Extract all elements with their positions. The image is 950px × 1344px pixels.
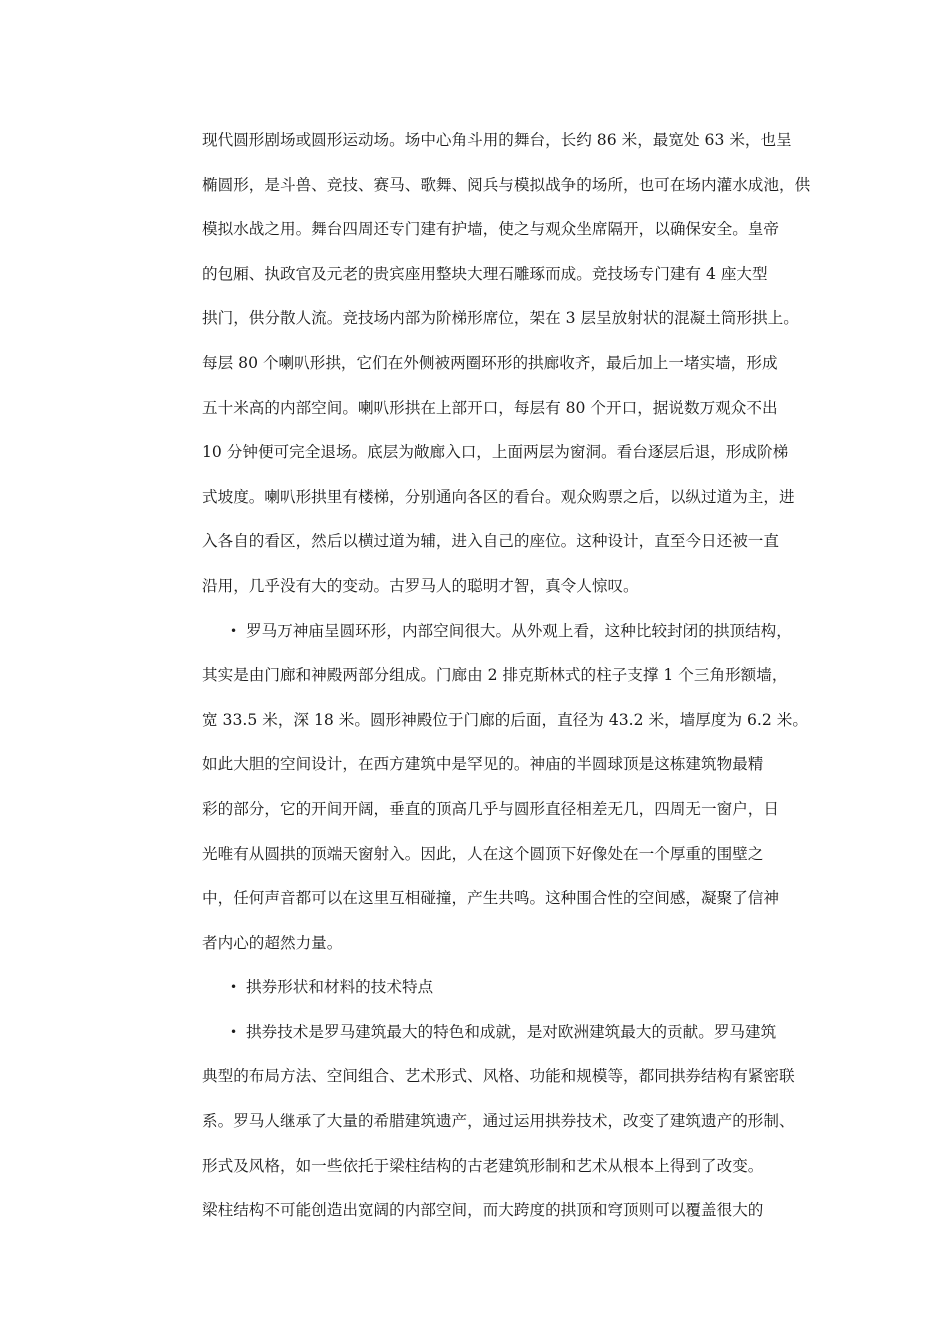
bullet-icon: • (230, 980, 238, 995)
text-line: 宽 33.5 米，深 18 米。圆形神殿位于门廊的后面，直径为 43.2 米，墙厚度为 6.2 米。 (202, 710, 808, 729)
bullet-text: 罗马万神庙呈圆环形，内部空间很大。从外观上看，这种比较封闭的拱顶结构， (246, 621, 792, 640)
text-line: 10 分钟便可完全退场。底层为敞廊入口，上面两层为窗洞。看台逐层后退，形成阶梯 (202, 443, 789, 462)
text-line: 形式及风格，如一些依托于梁柱结构的古老建筑形制和艺术从根本上得到了改变。 (202, 1156, 764, 1175)
text-line: 梁柱结构不可能创造出宽阔的内部空间，而大跨度的拱顶和穹顶则可以覆盖很大的 (202, 1201, 764, 1220)
bullet-first-line (202, 1010, 818, 1055)
text-line: 每层 80 个喇叭形拱，它们在外侧被两圈环形的拱廊收齐，最后加上一堵实墙，形成 (202, 353, 778, 372)
text-line: 系。罗马人继承了大量的希腊建筑遗产，通过运用拱券技术，改变了建筑遗产的形制、 (202, 1112, 795, 1131)
text-line: 入各自的看区，然后以横过道为辅，进入自己的座位。这种设计，直至今日还被一直 (202, 532, 779, 551)
bullet-icon: • (230, 1024, 238, 1039)
paragraph-colosseum (202, 118, 818, 609)
bullet-arch-technique (202, 1010, 818, 1233)
text-line: 式坡度。喇叭形拱里有楼梯，分别通向各区的看台。观众购票之后，以纵过道为主，进 (202, 487, 795, 506)
text-line: 彩的部分，它的开间开阔，垂直的顶高几乎与圆形直径相差无几，四周无一窗户，日 (202, 799, 779, 818)
text-line: 沿用，几乎没有大的变动。古罗马人的聪明才智，真令人惊叹。 (202, 576, 639, 595)
bullet-pantheon (202, 609, 818, 966)
text-line: 其实是由门廊和神殿两部分组成。门廊由 2 排克斯林式的柱子支撑 1 个三角形额墙， (202, 666, 788, 685)
text-line: 五十米高的内部空间。喇叭形拱在上部开口，每层有 80 个开口，据说数万观众不出 (202, 398, 778, 417)
bullet-icon: • (230, 623, 238, 638)
bullet-text: 拱券技术是罗马建筑最大的特色和成就，是对欧洲建筑最大的贡献。罗马建筑 (246, 1022, 777, 1041)
text-line: 椭圆形，是斗兽、竞技、赛马、歌舞、阅兵与模拟战争的场所，也可在场内灌水成池，供 (202, 175, 811, 194)
text-line: 拱门，供分散人流。竞技场内部为阶梯形席位，架在 3 层呈放射状的混凝土筒形拱上。 (202, 309, 799, 328)
text-line: 典型的布局方法、空间组合、艺术形式、风格、功能和规模等，都同拱券结构有紧密联 (202, 1067, 795, 1086)
text-line: 光唯有从圆拱的顶端天窗射入。因此，人在这个圆顶下好像处在一个厚重的围壁之 (202, 844, 764, 863)
bullet-first-line (202, 965, 818, 1010)
bullet-arch-features (202, 965, 818, 1010)
bullet-text: 拱券形状和材料的技术特点 (246, 978, 434, 997)
text-line: 如此大胆的空间设计，在西方建筑中是罕见的。神庙的半圆球顶是这栋建筑物最精 (202, 755, 764, 774)
text-line: 模拟水战之用。舞台四周还专门建有护墙，使之与观众坐席隔开，以确保安全。皇帝 (202, 220, 779, 239)
bullet-first-line (202, 609, 818, 654)
text-line: 中，任何声音都可以在这里互相碰撞，产生共鸣。这种围合性的空间感，凝聚了信神 (202, 889, 779, 908)
text-line: 的包厢、执政官及元老的贵宾座用整块大理石雕琢而成。竞技场专门建有 4 座大型 (202, 264, 768, 283)
text-line: 者内心的超然力量。 (202, 933, 343, 952)
text-line: 现代圆形剧场或圆形运动场。场中心角斗用的舞台，长约 86 米，最宽处 63 米，也呈 (202, 131, 792, 149)
document-page (202, 118, 818, 1233)
